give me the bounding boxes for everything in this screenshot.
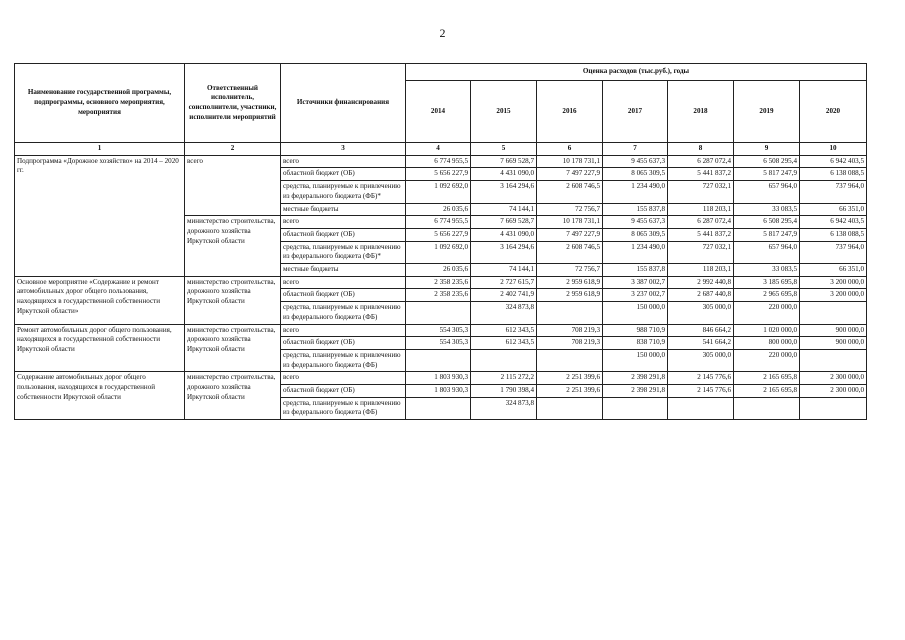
value-2019: 800 000,0 xyxy=(734,337,800,350)
value-2020: 3 200 000,0 xyxy=(800,289,867,302)
value-2014: 1 803 930,3 xyxy=(406,372,471,385)
value-2016 xyxy=(537,349,603,371)
value-2016: 708 219,3 xyxy=(537,337,603,350)
value-2017: 988 710,9 xyxy=(603,324,668,337)
header-year-2015: 2015 xyxy=(471,81,537,143)
column-number-9: 9 xyxy=(734,143,800,156)
column-number-8: 8 xyxy=(668,143,734,156)
column-number-3: 3 xyxy=(281,143,406,156)
value-2015: 74 144,1 xyxy=(471,203,537,216)
value-2015: 612 343,5 xyxy=(471,337,537,350)
value-2020: 2 300 000,0 xyxy=(800,385,867,398)
header-year-2019: 2019 xyxy=(734,81,800,143)
table-row xyxy=(15,276,867,289)
value-2020: 3 200 000,0 xyxy=(800,276,867,289)
value-2019: 6 508 295,4 xyxy=(734,216,800,229)
value-2016: 10 178 731,1 xyxy=(537,155,603,168)
value-2015: 7 669 528,7 xyxy=(471,216,537,229)
value-2018: 5 441 837,2 xyxy=(668,168,734,181)
budget-table xyxy=(14,63,867,420)
value-2020: 900 000,0 xyxy=(800,337,867,350)
value-2018: 541 664,2 xyxy=(668,337,734,350)
measure-name: Ремонт автомобильных дорог общего пользования, находящихся в государственной собственности Иркутской области xyxy=(15,324,185,372)
funding-source: всего xyxy=(281,324,406,337)
value-2016: 7 497 227,9 xyxy=(537,228,603,241)
funding-source: областной бюджет (ОБ) xyxy=(281,337,406,350)
column-number-6: 6 xyxy=(537,143,603,156)
funding-source: местные бюджеты xyxy=(281,264,406,277)
measure-name: Содержание автомобильных дорог общего пользования, находящихся в государственной собственности Иркутской области xyxy=(15,372,185,420)
value-2015: 2 115 272,2 xyxy=(471,372,537,385)
value-2019: 1 020 000,0 xyxy=(734,324,800,337)
value-2018: 6 287 072,4 xyxy=(668,155,734,168)
value-2020 xyxy=(800,349,867,371)
funding-source: всего xyxy=(281,155,406,168)
value-2014 xyxy=(406,397,471,419)
funding-source: местные бюджеты xyxy=(281,203,406,216)
value-2014: 2 358 235,6 xyxy=(406,289,471,302)
value-2019: 33 083,5 xyxy=(734,264,800,277)
value-2018: 727 032,1 xyxy=(668,181,734,203)
value-2018: 727 032,1 xyxy=(668,241,734,263)
value-2020: 2 300 000,0 xyxy=(800,372,867,385)
value-2015: 4 431 090,0 xyxy=(471,228,537,241)
value-2015: 7 669 528,7 xyxy=(471,155,537,168)
value-2016: 72 756,7 xyxy=(537,203,603,216)
value-2019: 657 964,0 xyxy=(734,181,800,203)
measure-name: Основное мероприятие «Содержание и ремонт автомобильных дорог общего пользования, находящихся в государственной собственности Иркутской области» xyxy=(15,276,185,324)
value-2017: 155 837,8 xyxy=(603,264,668,277)
column-number-7: 7 xyxy=(603,143,668,156)
value-2020: 737 964,0 xyxy=(800,241,867,263)
value-2017 xyxy=(603,397,668,419)
value-2015 xyxy=(471,349,537,371)
value-2017: 1 234 490,0 xyxy=(603,241,668,263)
value-2014: 5 656 227,9 xyxy=(406,228,471,241)
value-2020 xyxy=(800,302,867,324)
value-2015: 74 144,1 xyxy=(471,264,537,277)
funding-source: областной бюджет (ОБ) xyxy=(281,168,406,181)
value-2014: 1 092 692,0 xyxy=(406,181,471,203)
value-2016: 2 608 746,5 xyxy=(537,181,603,203)
funding-source: средства, планируемые к привлечению из федерального бюджета (ФБ)* xyxy=(281,241,406,263)
table-row xyxy=(15,155,867,168)
value-2015: 4 431 090,0 xyxy=(471,168,537,181)
header-year-2017: 2017 xyxy=(603,81,668,143)
value-2016: 7 497 227,9 xyxy=(537,168,603,181)
value-2017: 9 455 637,3 xyxy=(603,155,668,168)
value-2020: 6 942 403,5 xyxy=(800,216,867,229)
value-2016: 10 178 731,1 xyxy=(537,216,603,229)
funding-source: средства, планируемые к привлечению из федерального бюджета (ФБ)* xyxy=(281,181,406,203)
responsible-executor: министерство строительства, дорожного хозяйства Иркутской области xyxy=(185,324,281,372)
value-2018: 2 145 776,6 xyxy=(668,385,734,398)
value-2015: 324 873,8 xyxy=(471,302,537,324)
column-number-10: 10 xyxy=(800,143,867,156)
value-2016: 2 251 399,6 xyxy=(537,372,603,385)
value-2018 xyxy=(668,397,734,419)
header-responsible: Ответственный исполнитель, соисполнители, участники, исполнители мероприятий xyxy=(185,64,281,143)
column-number-5: 5 xyxy=(471,143,537,156)
header-estimate: Оценка расходов (тыс.руб.), годы xyxy=(406,64,867,81)
value-2020 xyxy=(800,397,867,419)
value-2015: 2 727 615,7 xyxy=(471,276,537,289)
value-2017: 838 710,9 xyxy=(603,337,668,350)
value-2017: 155 837,8 xyxy=(603,203,668,216)
value-2020: 6 138 088,5 xyxy=(800,228,867,241)
value-2019: 5 817 247,9 xyxy=(734,168,800,181)
value-2014: 26 035,6 xyxy=(406,203,471,216)
value-2014 xyxy=(406,302,471,324)
value-2014: 26 035,6 xyxy=(406,264,471,277)
responsible-executor: министерство строительства, дорожного хозяйства Иркутской области xyxy=(185,216,281,277)
funding-source: областной бюджет (ОБ) xyxy=(281,289,406,302)
table-row xyxy=(15,372,867,385)
table-row xyxy=(15,324,867,337)
value-2017: 150 000,0 xyxy=(603,302,668,324)
value-2015: 612 343,5 xyxy=(471,324,537,337)
value-2018: 2 145 776,6 xyxy=(668,372,734,385)
value-2016: 2 251 399,6 xyxy=(537,385,603,398)
value-2014: 5 656 227,9 xyxy=(406,168,471,181)
value-2019: 2 165 695,8 xyxy=(734,385,800,398)
header-year-2018: 2018 xyxy=(668,81,734,143)
value-2014: 554 305,3 xyxy=(406,337,471,350)
value-2019: 33 083,5 xyxy=(734,203,800,216)
responsible-executor: министерство строительства, дорожного хозяйства Иркутской области xyxy=(185,372,281,420)
value-2018: 2 687 440,8 xyxy=(668,289,734,302)
value-2018: 6 287 072,4 xyxy=(668,216,734,229)
value-2014: 2 358 235,6 xyxy=(406,276,471,289)
value-2016 xyxy=(537,302,603,324)
value-2016: 2 959 618,9 xyxy=(537,276,603,289)
value-2014: 6 774 955,5 xyxy=(406,155,471,168)
column-number-1: 1 xyxy=(15,143,185,156)
value-2016 xyxy=(537,397,603,419)
value-2020: 737 964,0 xyxy=(800,181,867,203)
value-2018: 2 992 440,8 xyxy=(668,276,734,289)
funding-source: областной бюджет (ОБ) xyxy=(281,228,406,241)
value-2015: 2 402 741,9 xyxy=(471,289,537,302)
value-2019: 3 185 695,8 xyxy=(734,276,800,289)
funding-source: средства, планируемые к привлечению из федерального бюджета (ФБ) xyxy=(281,349,406,371)
value-2018: 5 441 837,2 xyxy=(668,228,734,241)
funding-source: областной бюджет (ОБ) xyxy=(281,385,406,398)
value-2015: 324 873,8 xyxy=(471,397,537,419)
header-column-numbers xyxy=(15,143,867,156)
header-sources: Источники финансирования xyxy=(281,64,406,143)
column-number-4: 4 xyxy=(406,143,471,156)
value-2019: 5 817 247,9 xyxy=(734,228,800,241)
table-body xyxy=(15,155,867,419)
value-2017: 1 234 490,0 xyxy=(603,181,668,203)
page-number: 2 xyxy=(439,26,446,40)
measure-name: Подпрограмма «Дорожное хозяйство» на 2014 – 2020 гг. xyxy=(15,155,185,276)
value-2019: 220 000,0 xyxy=(734,349,800,371)
value-2016: 2 959 618,9 xyxy=(537,289,603,302)
value-2020: 66 351,0 xyxy=(800,264,867,277)
value-2017: 9 455 637,3 xyxy=(603,216,668,229)
column-number-2: 2 xyxy=(185,143,281,156)
value-2017: 8 065 309,5 xyxy=(603,228,668,241)
table-header xyxy=(15,64,867,156)
value-2017: 2 398 291,8 xyxy=(603,372,668,385)
value-2019: 220 000,0 xyxy=(734,302,800,324)
value-2014 xyxy=(406,349,471,371)
responsible-executor: министерство строительства, дорожного хозяйства Иркутской области xyxy=(185,276,281,324)
funding-source: средства, планируемые к привлечению из федерального бюджета (ФБ) xyxy=(281,302,406,324)
value-2017: 2 398 291,8 xyxy=(603,385,668,398)
funding-source: всего xyxy=(281,276,406,289)
value-2019: 2 165 695,8 xyxy=(734,372,800,385)
header-year-2014: 2014 xyxy=(406,81,471,143)
value-2020: 900 000,0 xyxy=(800,324,867,337)
value-2018: 305 000,0 xyxy=(668,349,734,371)
value-2019: 6 508 295,4 xyxy=(734,155,800,168)
value-2014: 1 092 692,0 xyxy=(406,241,471,263)
value-2017: 3 387 002,7 xyxy=(603,276,668,289)
value-2018: 118 203,1 xyxy=(668,264,734,277)
value-2015: 1 790 398,4 xyxy=(471,385,537,398)
value-2016: 2 608 746,5 xyxy=(537,241,603,263)
value-2015: 3 164 294,6 xyxy=(471,181,537,203)
header-year-2016: 2016 xyxy=(537,81,603,143)
value-2017: 8 065 309,5 xyxy=(603,168,668,181)
value-2014: 554 305,3 xyxy=(406,324,471,337)
funding-source: средства, планируемые к привлечению из федерального бюджета (ФБ) xyxy=(281,397,406,419)
header-year-2020: 2020 xyxy=(800,81,867,143)
value-2019: 2 965 695,8 xyxy=(734,289,800,302)
value-2019: 657 964,0 xyxy=(734,241,800,263)
value-2016: 708 219,3 xyxy=(537,324,603,337)
header-name: Наименование государственной программы, подпрограммы, основного мероприятия, мероприятия xyxy=(15,64,185,143)
value-2015: 3 164 294,6 xyxy=(471,241,537,263)
funding-source: всего xyxy=(281,372,406,385)
value-2018: 118 203,1 xyxy=(668,203,734,216)
value-2020: 6 138 088,5 xyxy=(800,168,867,181)
value-2020: 66 351,0 xyxy=(800,203,867,216)
value-2017: 150 000,0 xyxy=(603,349,668,371)
value-2014: 6 774 955,5 xyxy=(406,216,471,229)
value-2018: 305 000,0 xyxy=(668,302,734,324)
value-2020: 6 942 403,5 xyxy=(800,155,867,168)
funding-source: всего xyxy=(281,216,406,229)
value-2018: 846 664,2 xyxy=(668,324,734,337)
value-2016: 72 756,7 xyxy=(537,264,603,277)
value-2019 xyxy=(734,397,800,419)
value-2014: 1 803 930,3 xyxy=(406,385,471,398)
responsible-executor: всего xyxy=(185,155,281,216)
value-2017: 3 237 002,7 xyxy=(603,289,668,302)
